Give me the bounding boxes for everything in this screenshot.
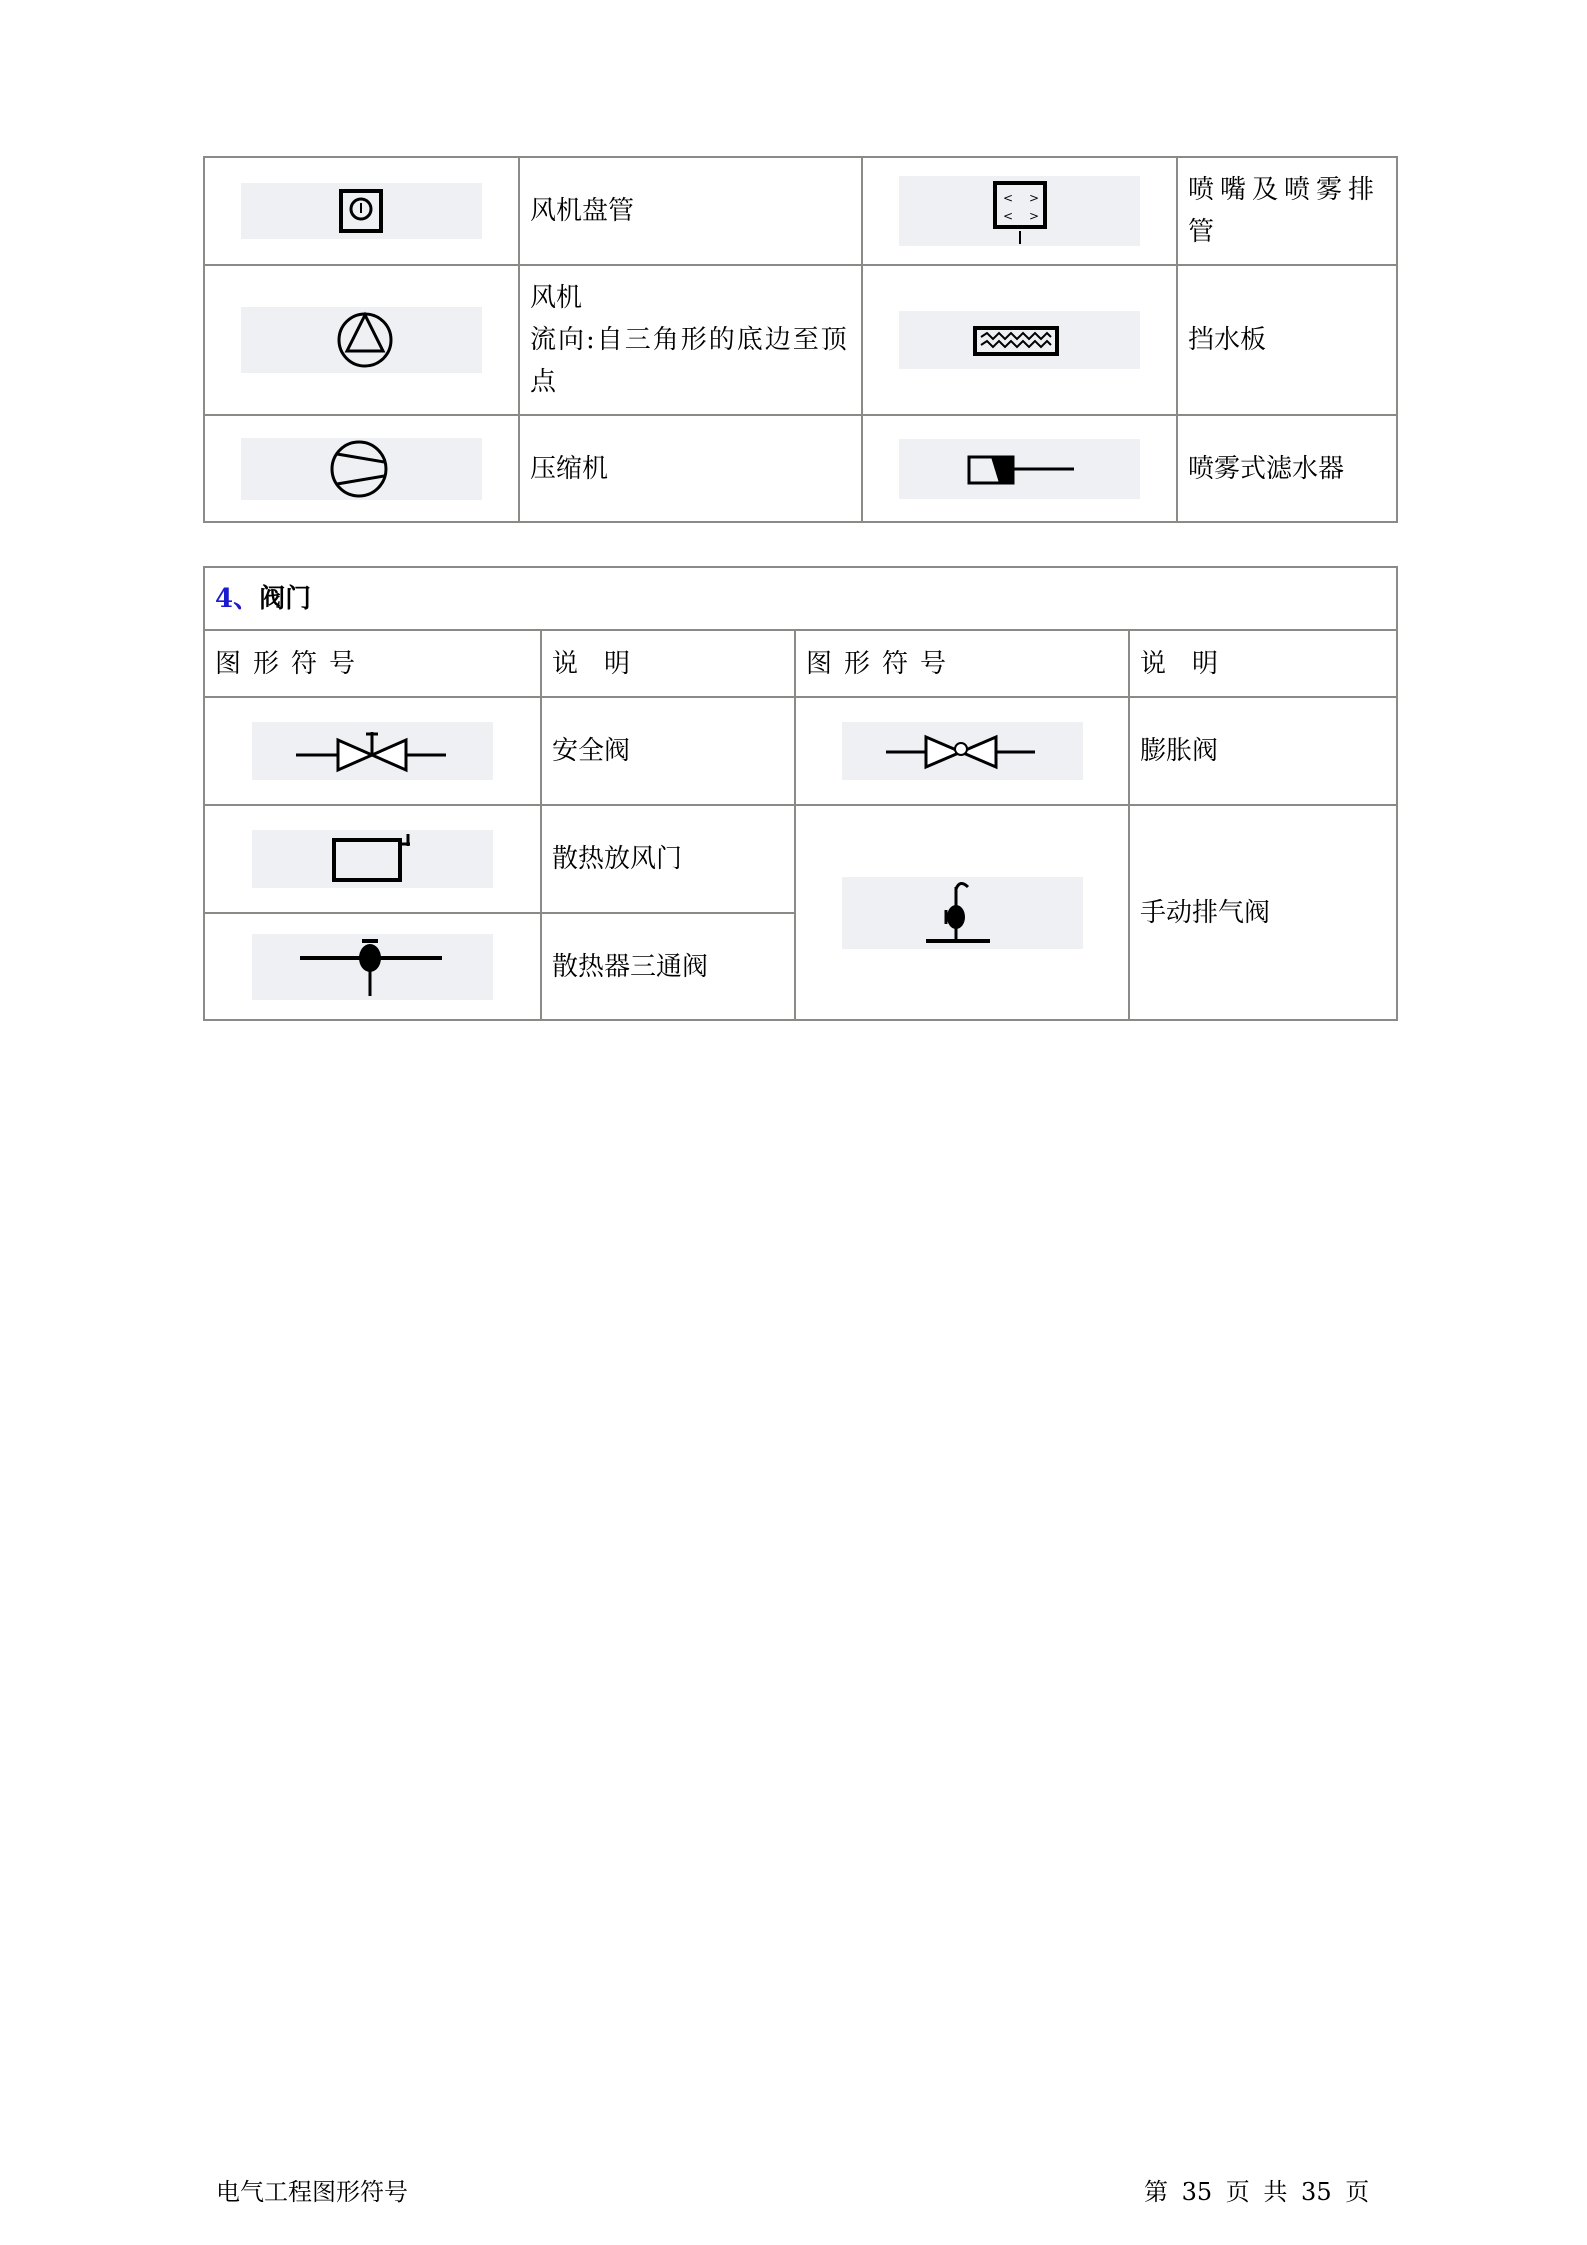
equipment-symbols-table	[203, 156, 1398, 523]
table-row	[204, 265, 1397, 415]
label: 散热放风门	[541, 805, 795, 913]
footer-page-info: 第 35 页 共 35 页	[1144, 2178, 1370, 2206]
manual-air-vent-valve-icon	[842, 877, 1083, 949]
fan-coil-icon	[241, 183, 482, 239]
expansion-valve-icon	[842, 722, 1083, 780]
table-row	[204, 805, 1397, 913]
label: 安全阀	[541, 697, 795, 805]
column-header: 图形符号	[204, 630, 541, 697]
svg-text:>: >	[1029, 209, 1040, 223]
radiator-three-way-valve-icon	[252, 934, 493, 1000]
label: 散热器三通阀	[541, 913, 795, 1020]
safety-valve-icon	[252, 722, 493, 780]
section-number: 4、	[215, 583, 260, 614]
section-title: 阀门	[259, 583, 312, 614]
radiator-air-vent-icon	[252, 830, 493, 888]
svg-text:>: >	[1029, 191, 1040, 205]
section-heading	[204, 567, 1397, 630]
table-row	[204, 157, 1397, 265]
column-header: 说 明	[541, 630, 795, 697]
label: 喷嘴及喷雾排管	[1177, 157, 1397, 265]
water-baffle-icon	[899, 311, 1140, 369]
label: 流向:自三角形的底边至顶点	[530, 325, 849, 397]
label: 风机	[530, 283, 583, 313]
label: 膨胀阀	[1129, 697, 1397, 805]
column-header: 说 明	[1129, 630, 1397, 697]
label: 手动排气阀	[1129, 805, 1397, 1020]
table-header-row	[204, 630, 1397, 697]
footer-doc-title: 电气工程图形符号	[216, 2178, 408, 2206]
fan-icon	[241, 307, 482, 373]
label: 挡水板	[1177, 265, 1397, 415]
valve-symbols-table	[203, 566, 1398, 1021]
table-row	[204, 697, 1397, 805]
label: 喷雾式滤水器	[1177, 415, 1397, 522]
nozzle-spray-pipe-icon	[899, 176, 1140, 246]
svg-text:<: <	[1003, 191, 1014, 205]
label: 风机盘管	[519, 157, 862, 265]
compressor-icon	[241, 438, 482, 500]
spray-water-filter-icon	[899, 439, 1140, 499]
column-header: 图形符号	[795, 630, 1129, 697]
label: 压缩机	[519, 415, 862, 522]
svg-text:<: <	[1003, 209, 1014, 223]
table-row	[204, 415, 1397, 522]
